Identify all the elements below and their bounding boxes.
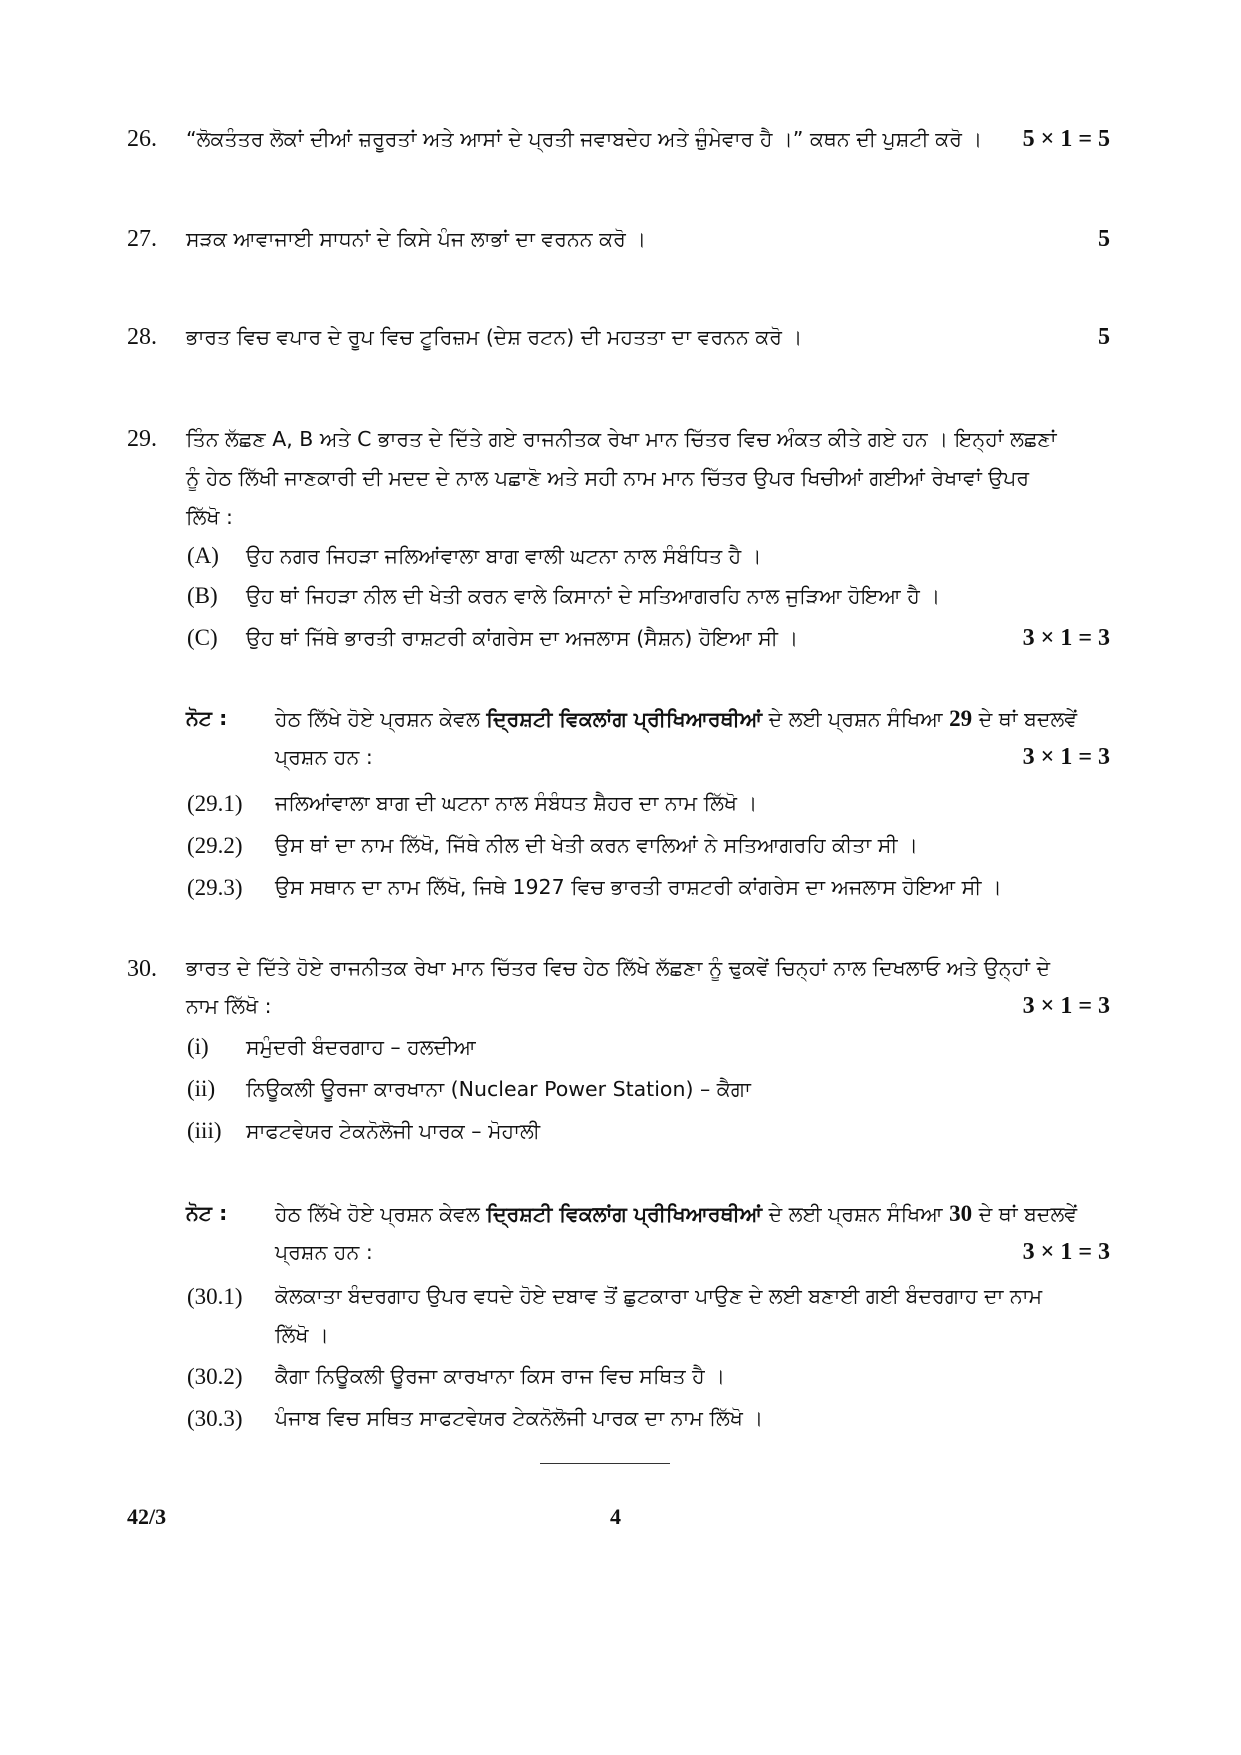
q30-alt-1-text2: ਲਿੱਖੋ । <box>275 1323 329 1347</box>
q30-alt-3-label: (30.3) <box>187 1406 243 1431</box>
q29-item-c-text: ਉਹ ਥਾਂ ਜਿੱਥੇ ਭਾਰਤੀ ਰਾਸ਼ਟਰੀ ਕਾਂਗਰੇਸ ਦਾ ਅਜਲਾਸ (ਸੈਸ਼ਨ) ਹੋਇਆ ਸੀ । <box>246 626 799 650</box>
q29-note-label: ਨੋਟ : <box>186 706 228 730</box>
q30-alt-2-text: ਕੈਗਾ ਨਿਊਕਲੀ ਊਰਜਾ ਕਾਰਖਾਨਾ ਕਿਸ ਰਾਜ ਵਿਚ ਸਥਿਤ ਹੈ । <box>275 1364 726 1388</box>
q28-text: ਭਾਰਤ ਵਿਚ ਵਪਾਰ ਦੇ ਰੂਪ ਵਿਚ ਟੂਰਿਜ਼ਮ (ਦੇਸ਼ ਰਟਨ) ਦੀ ਮਹਤਤਾ ਦਾ ਵਰਨਨ ਕਰੋ । <box>186 325 803 349</box>
q29-alt-2-text: ਉਸ ਥਾਂ ਦਾ ਨਾਮ ਲਿੱਖੋ, ਜਿੱਥੇ ਨੀਲ ਦੀ ਖੇਤੀ ਕਰਨ ਵਾਲਿਆਂ ਨੇ ਸਤਿਆਗਰਹਿ ਕੀਤਾ ਸੀ । <box>275 833 918 857</box>
q30-marks: 3 × 1 = 3 <box>1022 993 1110 1019</box>
q30-item-ii-text: ਨਿਊਕਲੀ ਊਰਜਾ ਕਾਰਖਾਨਾ (Nuclear Power Station) – ਕੈਗਾ <box>246 1077 751 1101</box>
q30-item-iii-label: (iii) <box>187 1118 222 1143</box>
q29-note-line1 <box>275 706 1077 732</box>
q30-alt-1-text: ਕੋਲਕਾਤਾ ਬੰਦਰਗਾਹ ਉਪਰ ਵਧਦੇ ਹੋਏ ਦਬਾਵ ਤੋਂ ਛੁਟਕਾਰਾ ਪਾਉਣ ਦੇ ਲਈ ਬਣਾਈ ਗਈ ਬੰਦਰਗਾਹ ਦਾ ਨਾਮ <box>275 1284 1043 1308</box>
q30-note-marks: 3 × 1 = 3 <box>1022 1239 1110 1265</box>
q26-text: “ਲੋਕਤੰਤਰ ਲੋਕਾਂ ਦੀਆਂ ਜ਼ਰੂਰਤਾਂ ਅਤੇ ਆਸਾਂ ਦੇ ਪ੍ਰਤੀ ਜਵਾਬਦੇਹ ਅਤੇ ਜ਼ੁੰਮੇਵਾਰ ਹੈ ।” ਕਥਨ ਦੀ ਪੁਸ਼ਟੀ ਕਰੋ । <box>186 127 983 151</box>
q29-line2: ਨੂੰ ਹੇਠ ਲਿੱਖੀ ਜਾਣਕਾਰੀ ਦੀ ਮਦਦ ਦੇ ਨਾਲ ਪਛਾਣੋ ਅਤੇ ਸਹੀ ਨਾਮ ਮਾਨ ਚਿੱਤਰ ਉਪਰ ਖਿਚੀਆਂ ਗਈਆਂ ਰੇਖਾਵਾਂ ਉਪਰ <box>186 466 1030 490</box>
q29-line1: ਤਿੰਨ ਲੱਛਣ A, B ਅਤੇ C ਭਾਰਤ ਦੇ ਦਿੱਤੇ ਗਏ ਰਾਜਨੀਤਕ ਰੇਖਾ ਮਾਨ ਚਿੱਤਰ ਵਿਚ ਅੰਕਤ ਕੀਤੇ ਗਏ ਹਨ । ਇਨ੍ਹਾਂ ਲਛਣਾਂ <box>186 427 1057 451</box>
q29-alt-3-label: (29.3) <box>187 875 243 900</box>
q30-note-bold: ਦ੍ਰਿਸ਼ਟੀ ਵਿਕਲਾਂਗ ਪ੍ਰੀਖਿਆਰਥੀਆਂ <box>486 1202 763 1226</box>
q30-note-label: ਨੋਟ : <box>186 1201 228 1225</box>
q30-note-line2: ਪ੍ਰਸ਼ਨ ਹਨ : <box>275 1240 373 1264</box>
q29-alt-2-label: (29.2) <box>187 833 243 858</box>
q30-number: 30. <box>127 956 157 982</box>
q30-alt-3-text: ਪੰਜਾਬ ਵਿਚ ਸਥਿਤ ਸਾਫਟਵੇਯਰ ਟੇਕਨੋਲੋਜੀ ਪਾਰਕ ਦਾ ਨਾਮ ਲਿੱਖੋ । <box>275 1406 764 1430</box>
q30-item-i-label: (i) <box>187 1034 209 1059</box>
q28-number: 28. <box>127 324 157 350</box>
q29-note-line2: ਪ੍ਰਸ਼ਨ ਹਨ : <box>275 745 373 769</box>
q29-item-b-label: (B) <box>187 583 218 608</box>
q26-marks: 5 × 1 = 5 <box>1022 126 1110 152</box>
q29-note-marks: 3 × 1 = 3 <box>1022 744 1110 770</box>
q30-item-i-text: ਸਮੁੰਦਰੀ ਬੰਦਰਗਾਹ – ਹਲਦੀਆ <box>246 1035 476 1059</box>
q30-note-mid: ਦੇ ਲਈ ਪ੍ਰਸ਼ਨ ਸੰਖਿਆ <box>768 1202 943 1226</box>
q29-item-b-text: ਉਹ ਥਾਂ ਜਿਹੜਾ ਨੀਲ ਦੀ ਖੇਤੀ ਕਰਨ ਵਾਲੇ ਕਿਸਾਨਾਂ ਦੇ ਸਤਿਆਗਰਹਿ ਨਾਲ ਜੁੜਿਆ ਹੋਇਆ ਹੈ । <box>246 584 941 608</box>
q29-note-bold: ਦ੍ਰਿਸ਼ਟੀ ਵਿਕਲਾਂਗ ਪ੍ਰੀਖਿਆਰਥੀਆਂ <box>486 707 763 731</box>
q30-alt-2-label: (30.2) <box>187 1364 243 1389</box>
q29-item-c-label: (C) <box>187 625 218 650</box>
q29-marks: 3 × 1 = 3 <box>1022 625 1110 651</box>
q30-note-qnum: 30 <box>949 1201 973 1226</box>
q30-line1: ਭਾਰਤ ਦੇ ਦਿੱਤੇ ਹੋਏ ਰਾਜਨੀਤਕ ਰੇਖਾ ਮਾਨ ਚਿੱਤਰ ਵਿਚ ਹੇਠ ਲਿੱਖੇ ਲੱਛਣਾ ਨੂੰ ਢੁਕਵੇਂ ਚਿਨ੍ਹਾਂ ਨਾਲ ਦਿਖਲਾਓ ਅਤੇ ਉਨ੍ਹਾਂ ਦੇ <box>186 956 1051 980</box>
q29-number: 29. <box>127 426 157 452</box>
q30-alt-1-label: (30.1) <box>187 1284 243 1309</box>
q28-marks: 5 <box>1098 324 1110 350</box>
q30-note-line1 <box>275 1201 1077 1227</box>
q29-item-a-label: (A) <box>187 543 219 568</box>
q30-item-ii-label: (ii) <box>187 1076 216 1101</box>
q29-alt-3-text: ਉਸ ਸਥਾਨ ਦਾ ਨਾਮ ਲਿੱਖੋ, ਜਿਥੇ 1927 ਵਿਚ ਭਾਰਤੀ ਰਾਸ਼ਟਰੀ ਕਾਂਗਰੇਸ ਦਾ ਅਜਲਾਸ ਹੋਇਆ ਸੀ । <box>275 875 1002 899</box>
paper-code: 42/3 <box>127 1504 167 1529</box>
q30-item-iii-text: ਸਾਫਟਵੇਯਰ ਟੇਕਨੋਲੋਜੀ ਪਾਰਕ – ਮੋਹਾਲੀ <box>246 1119 541 1143</box>
q29-line3: ਲਿੱਖੋ : <box>186 505 233 529</box>
q26-number: 26. <box>127 126 157 152</box>
q27-number: 27. <box>127 226 157 252</box>
q27-marks: 5 <box>1098 226 1110 252</box>
q29-alt-1-text: ਜਲਿਆਂਵਾਲਾ ਬਾਗ ਦੀ ਘਟਨਾ ਨਾਲ ਸੰਬੰਧਤ ਸ਼ੈਹਰ ਦਾ ਨਾਮ ਲਿੱਖੋ । <box>275 791 758 815</box>
q29-note-pre: ਹੇਠ ਲਿੱਖੇ ਹੋਏ ਪ੍ਰਸ਼ਨ ਕੇਵਲ <box>275 707 480 731</box>
q29-note-post: ਦੇ ਥਾਂ ਬਦਲਵੇਂ <box>978 707 1078 731</box>
q30-note-pre: ਹੇਠ ਲਿੱਖੇ ਹੋਏ ਪ੍ਰਸ਼ਨ ਕੇਵਲ <box>275 1202 480 1226</box>
page-number: 4 <box>610 1504 621 1529</box>
q29-alt-1-label: (29.1) <box>187 791 243 816</box>
q30-note-post: ਦੇ ਥਾਂ ਬਦਲਵੇਂ <box>978 1202 1078 1226</box>
q29-item-a-text: ਉਹ ਨਗਰ ਜਿਹੜਾ ਜਲਿਆਂਵਾਲਾ ਬਾਗ ਵਾਲੀ ਘਟਨਾ ਨਾਲ ਸੰਬੰਧਿਤ ਹੈ । <box>246 544 762 568</box>
end-of-paper-rule <box>540 1463 670 1464</box>
q27-text: ਸੜਕ ਆਵਾਜਾਈ ਸਾਧਨਾਂ ਦੇ ਕਿਸੇ ਪੰਜ ਲਾਭਾਂ ਦਾ ਵਰਨਨ ਕਰੋ । <box>186 227 647 251</box>
q29-note-qnum: 29 <box>949 706 973 731</box>
q29-note-mid: ਦੇ ਲਈ ਪ੍ਰਸ਼ਨ ਸੰਖਿਆ <box>768 707 943 731</box>
q30-line2: ਨਾਮ ਲਿੱਖੋ : <box>186 994 272 1018</box>
